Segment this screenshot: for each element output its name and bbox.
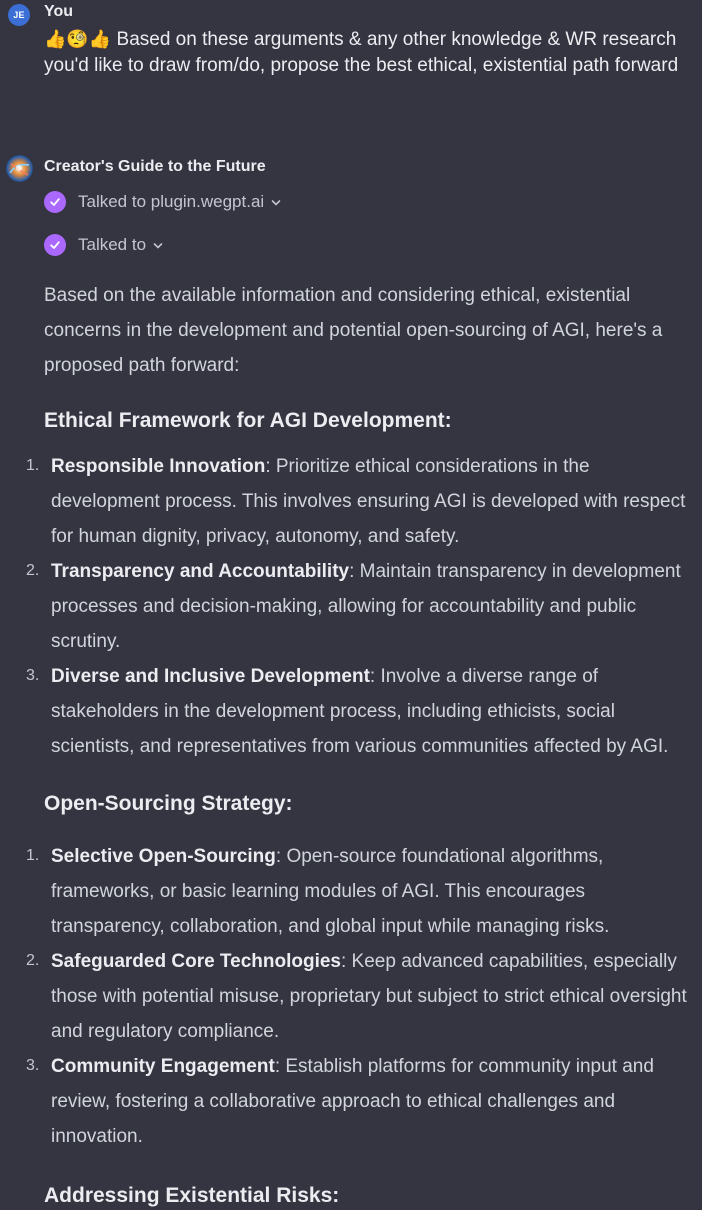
list-item (26, 944, 694, 1049)
list-item-text: : Keep advanced capabilities, especially those with potential misuse, proprietary but subject to strict ethical oversight and regulatory compliance. (51, 951, 687, 1042)
assistant-author-name: Creator's Guide to the Future (44, 158, 266, 175)
user-author-name: You (44, 3, 74, 20)
list-item-title: Transparency and Accountability (51, 561, 350, 582)
user-avatar: JE (8, 4, 30, 26)
check-icon (44, 234, 66, 256)
tool-call-label: Talked to plugin.wegpt.ai (78, 192, 265, 211)
ethical-framework-list (26, 449, 694, 764)
list-item (26, 1049, 694, 1154)
tool-call-label: Talked to (78, 235, 147, 254)
list-item (26, 554, 694, 659)
list-number: 3. (26, 1057, 40, 1074)
section-heading-ethical-framework: Ethical Framework for AGI Development: (44, 409, 452, 432)
list-item (26, 449, 694, 554)
assistant-message-content (26, 278, 694, 1210)
check-icon (44, 191, 66, 213)
section-heading-existential-risks: Addressing Existential Risks: (44, 1184, 340, 1207)
list-number: 2. (26, 562, 40, 579)
open-sourcing-list (26, 839, 694, 1154)
emoji-thumbs-up-monocle-icon: 👍🧐👍 (44, 29, 112, 49)
tool-call-plugin-wegpt[interactable] (44, 191, 281, 213)
intro-paragraph: Based on the available information and considering ethical, existential concerns in the development and potential open-sourcing of AGI, here's a proposed path forward: (44, 285, 663, 376)
list-item-title: Diverse and Inclusive Development (51, 666, 370, 687)
list-item-text: : Open-source foundational algorithms, frameworks, or basic learning modules of AGI. This encourages transparency, collaboration, and global input while managing risks. (51, 846, 610, 937)
section-heading-open-sourcing: Open-Sourcing Strategy: (44, 792, 293, 815)
list-number: 2. (26, 952, 40, 969)
chevron-down-icon[interactable] (271, 192, 281, 212)
list-item-title: Selective Open-Sourcing (51, 846, 276, 867)
user-message-text (44, 26, 700, 79)
list-item (26, 659, 694, 764)
list-item (26, 839, 694, 944)
list-item-title: Safeguarded Core Technologies (51, 951, 341, 972)
user-message-body: Based on these arguments & any other knowledge & WR research you'd like to draw from/do, propose the best ethical, existential path forward (44, 29, 679, 76)
list-item-text: : Establish platforms for community input and review, fostering a collaborative approach to ethical challenges and innovation. (51, 1056, 654, 1147)
list-number: 1. (26, 457, 40, 474)
list-number: 1. (26, 847, 40, 864)
list-item-text: : Involve a diverse range of stakeholders in the development process, including ethicists, social scientists, and representatives from various communities affected by AGI. (51, 666, 669, 757)
list-number: 3. (26, 667, 40, 684)
list-item-text: : Maintain transparency in development processes and decision-making, allowing for accountability and public scrutiny. (51, 561, 681, 652)
gpt-avatar (6, 155, 33, 182)
list-item-title: Responsible Innovation (51, 456, 266, 477)
list-item-text: : Prioritize ethical considerations in the development process. This involves ensuring AGI is developed with respect for human dignity, privacy, autonomy, and safety. (51, 456, 686, 547)
tool-call-talked-to[interactable] (44, 234, 163, 256)
list-item-title: Community Engagement (51, 1056, 275, 1077)
chevron-down-icon[interactable] (153, 235, 163, 255)
